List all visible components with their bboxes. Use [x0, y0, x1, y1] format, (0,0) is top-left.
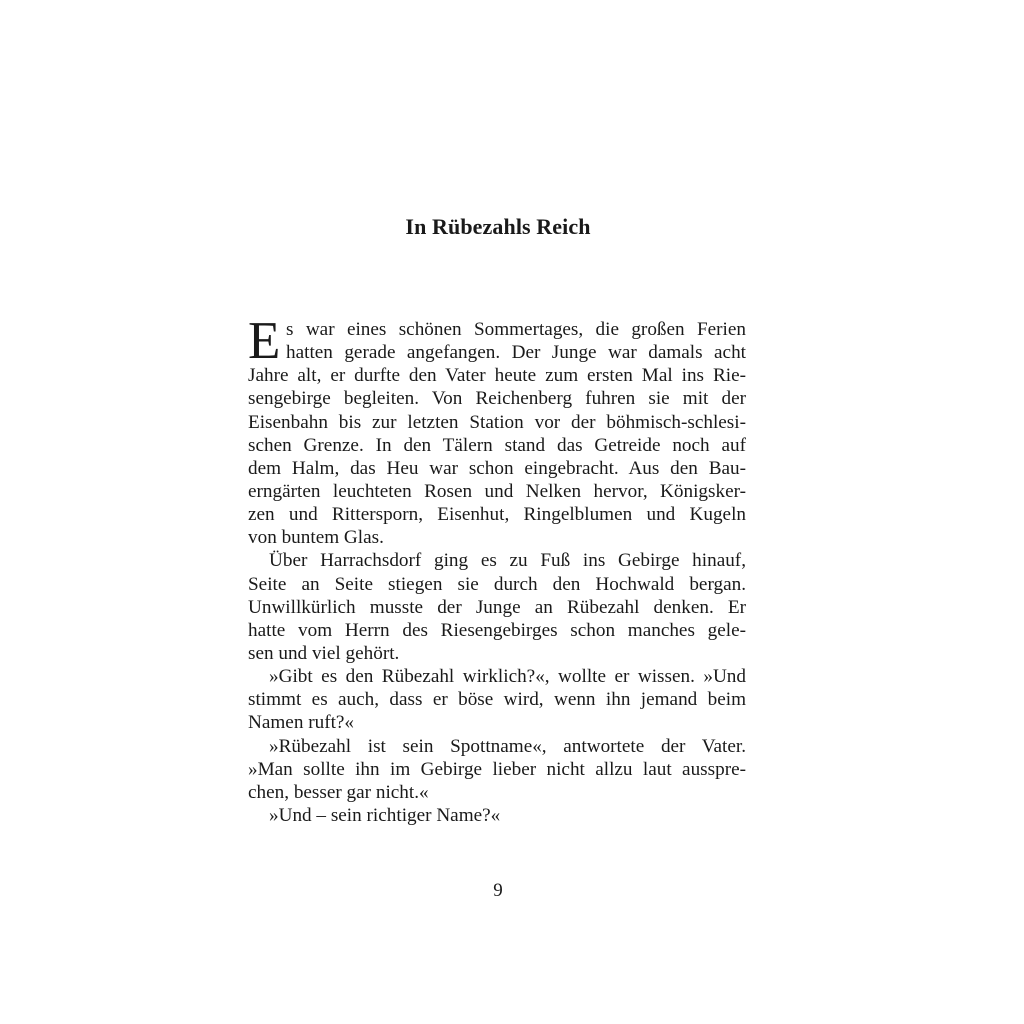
text-line: hatten gerade angefangen. Der Junge war damals acht	[286, 342, 746, 364]
text-line: »Und – sein richtiger Name?«	[269, 804, 501, 826]
text-line: »Gibt es den Rübezahl wirklich?«, wollte er wissen. »Und	[269, 666, 746, 688]
text-line: stimmt es auch, dass er böse wird, wenn ihn jemand beim	[248, 689, 746, 711]
text-line: Unwillkürlich musste der Junge an Rübezahl denken. Er	[248, 596, 746, 618]
chapter-title: In Rübezahls Reich	[405, 214, 591, 239]
text-line: schen Grenze. In den Tälern stand das Getreide noch auf	[248, 434, 746, 456]
text-line: hatte vom Herrn des Riesengebirges schon manches gele-	[248, 619, 746, 641]
text-line: zen und Rittersporn, Eisenhut, Ringelblumen und Kugeln	[248, 504, 746, 526]
page-number: 9	[493, 880, 503, 901]
text-line: »Man sollte ihn im Gebirge lieber nicht allzu laut ausspre-	[248, 758, 746, 780]
text-line: sengebirge begleiten. Von Reichenberg fuhren sie mit der	[248, 388, 746, 410]
text-line: sen und viel gehört.	[248, 642, 400, 664]
drop-cap: E	[248, 312, 281, 370]
text-line: »Rübezahl ist sein Spottname«, antwortete der Vater.	[269, 735, 746, 757]
text-line: Namen ruft?«	[248, 712, 355, 734]
text-line: Eisenbahn bis zur letzten Station vor der böhmisch-schlesi-	[248, 411, 746, 433]
text-line: Jahre alt, er durfte den Vater heute zum ersten Mal ins Rie-	[248, 365, 746, 387]
text-line: Über Harrachsdorf ging es zu Fuß ins Gebirge hinauf,	[269, 550, 746, 572]
text-line: Seite an Seite stiegen sie durch den Hochwald bergan.	[248, 573, 746, 595]
text-line: dem Halm, das Heu war schon eingebracht. Aus den Bau-	[248, 457, 746, 479]
text-line: chen, besser gar nicht.«	[248, 781, 429, 803]
text-line: von buntem Glas.	[248, 527, 384, 549]
body-text	[248, 312, 746, 827]
text-line: s war eines schönen Sommertages, die großen Ferien	[286, 319, 746, 340]
text-line: erngärten leuchteten Rosen und Nelken hervor, Königsker-	[248, 480, 746, 502]
